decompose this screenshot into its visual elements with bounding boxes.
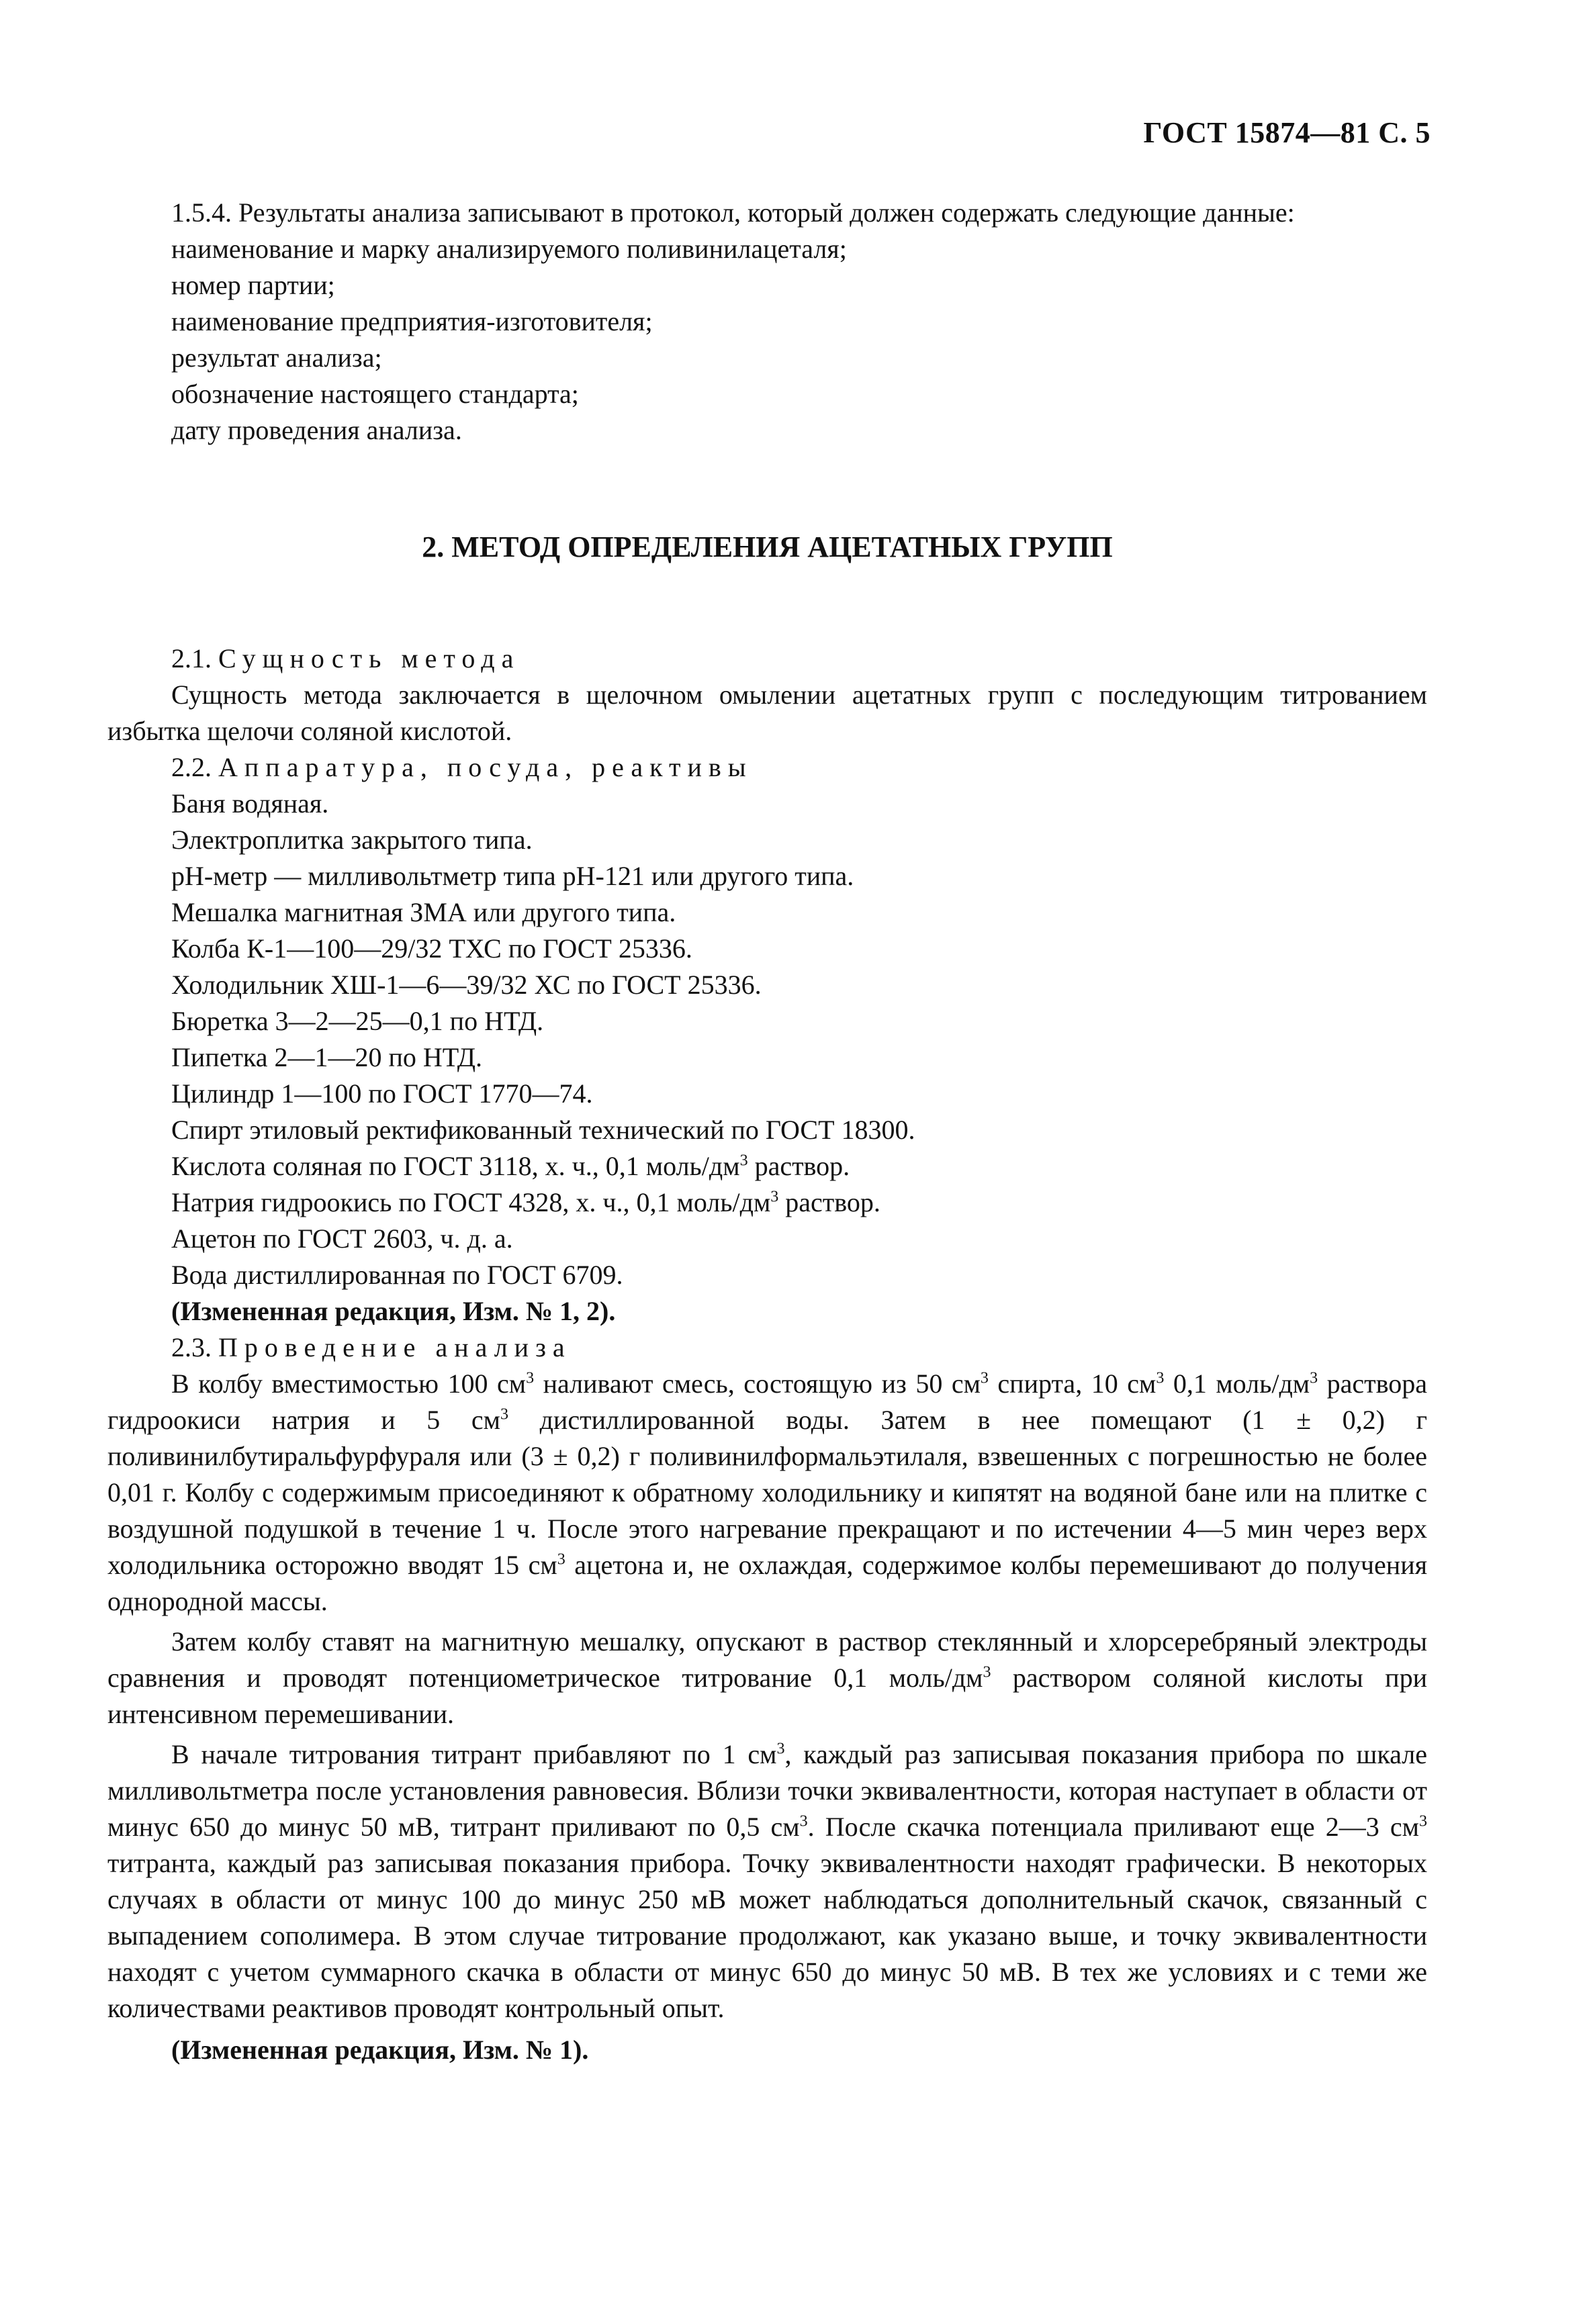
- list-item: обозначение настоящего стандарта;: [171, 379, 579, 409]
- subsection-heading-2-2: [107, 749, 1427, 786]
- list-item: результат анализа;: [171, 342, 382, 373]
- apparatus-list: [107, 786, 1427, 1330]
- list-item: Колба К-1—100—29/32 ТХС по ГОСТ 25336.: [171, 933, 692, 964]
- subsection-title: Проведение анализа: [218, 1332, 572, 1362]
- list-item: Мешалка магнитная ЗМА или другого типа.: [171, 897, 676, 927]
- subsection-title: Сущность метода: [218, 643, 520, 673]
- paragraph-2-3-1: В колбу вместимостью 100 $см^3$ наливают смесь, состоящую из 50 $см^3$ спирта, 10 $см^3$ 0,1 моль/$дм^3$ раствора гидроокиси натрия и 5 $см^3$ дистиллированной воды. Затем в нее помещают (1 ± 0,2) г поливинилбутиральфурфураля или (3 ± 0,2) г поливинилформальэтилаля, взвешенных с погрешностью не более 0,01 г. Колбу с содержимым присоединяют к обратному холодильнику и кипятят на водяной бане или на плитке с воздушной подушкой в течение 1 ч. После этого нагревание прекращают и по истечении 4—5 мин через верх холодильника осторожно вводят 15 $см^3$ ацетона и, не охлаждая, содержимое колбы перемешивают до получения однородной массы.: [107, 1368, 1428, 1616]
- subsection-number: 2.1.: [171, 643, 212, 673]
- subsection-heading-2-3: [107, 1330, 1427, 1366]
- list-item: Кислота соляная по ГОСТ 3118, х. ч., 0,1 моль/$дм^3$ раствор.: [171, 1151, 850, 1181]
- list-item: Вода дистиллированная по ГОСТ 6709.: [171, 1260, 623, 1290]
- section-title: 2. МЕТОД ОПРЕДЕЛЕНИЯ АЦЕТАТНЫХ ГРУПП: [422, 530, 1113, 563]
- paragraph-1-5-4-intro: 1.5.4. Результаты анализа записывают в протокол, который должен содержать следующие данные:: [171, 197, 1295, 228]
- paragraph-2-1: Сущность метода заключается в щелочном омылении ацетатных групп с последующим титрованием избытка щелочи соляной кислотой.: [107, 680, 1427, 746]
- subsection-title: Аппаратура, посуда, реактивы: [218, 752, 753, 782]
- list-item: рН-метр — милливольтметр типа рН-121 или другого типа.: [171, 861, 854, 891]
- list-item: номер партии;: [171, 270, 335, 300]
- list-item: Пипетка 2—1—20 по НТД.: [171, 1042, 483, 1072]
- subsection-number: 2.3.: [171, 1332, 212, 1362]
- document-body: [107, 195, 1427, 2068]
- list-item: наименование предприятия-изготовителя;: [171, 306, 653, 336]
- subsection-heading-2-1: [107, 641, 1427, 677]
- list-item: Баня водяная.: [171, 788, 329, 819]
- list-item: Бюретка 3—2—25—0,1 по НТД.: [171, 1006, 544, 1036]
- paragraph-2-3-2: Затем колбу ставят на магнитную мешалку, опускают в раствор стеклянный и хлорсеребряный электроды сравнения и проводят потенциометрическое титрование 0,1 моль/$дм^3$ раствором соляной кислоты при интенсивном перемешивании.: [107, 1626, 1427, 1729]
- list-item: дату проведения анализа.: [171, 415, 462, 445]
- list-item: Спирт этиловый ректификованный технический по ГОСТ 18300.: [171, 1115, 915, 1145]
- list-item: наименование и марку анализируемого поливинилацеталя;: [171, 234, 847, 264]
- amendment-note: (Измененная редакция, Изм. № 1).: [171, 2035, 589, 2065]
- running-header: ГОСТ 15874—81 С. 5: [1143, 116, 1431, 149]
- amendment-note: (Измененная редакция, Изм. № 1, 2).: [171, 1296, 616, 1326]
- paragraph-2-3-3: В начале титрования титрант прибавляют по 1 $см^3$, каждый раз записывая показания прибора по шкале милливольтметра после установления равновесия. Вблизи точки эквивалентности, которая наступает в области от минус 650 до минус 50 мВ, титрант приливают по 0,5 $см^3$. После скачка потенциала приливают еще 2—3 $см^3$ титранта, каждый раз записывая показания прибора. Точку эквивалентности находят графически. В некоторых случаях в области от минус 100 до минус 250 мВ может наблюдаться дополнительный скачок, связанный с выпадением сополимера. В этом случае титрование продолжают, как указано выше, и точку эквивалентности находят с учетом суммарного скачка в области от минус 650 до минус 50 мВ. В тех же условиях и с теми же количествами реактивов проводят контрольный опыт.: [107, 1739, 1427, 2023]
- subsection-number: 2.2.: [171, 752, 212, 782]
- list-item: Натрия гидроокись по ГОСТ 4328, х. ч., 0,1 моль/$дм^3$ раствор.: [171, 1187, 880, 1217]
- list-item: Электроплитка закрытого типа.: [171, 825, 533, 855]
- protocol-data-list: [107, 231, 1427, 449]
- list-item: Ацетон по ГОСТ 2603, ч. д. а.: [171, 1223, 513, 1254]
- list-item: Холодильник ХШ-1—6—39/32 ХС по ГОСТ 25336.: [171, 970, 762, 1000]
- list-item: Цилиндр 1—100 по ГОСТ 1770—74.: [171, 1078, 593, 1109]
